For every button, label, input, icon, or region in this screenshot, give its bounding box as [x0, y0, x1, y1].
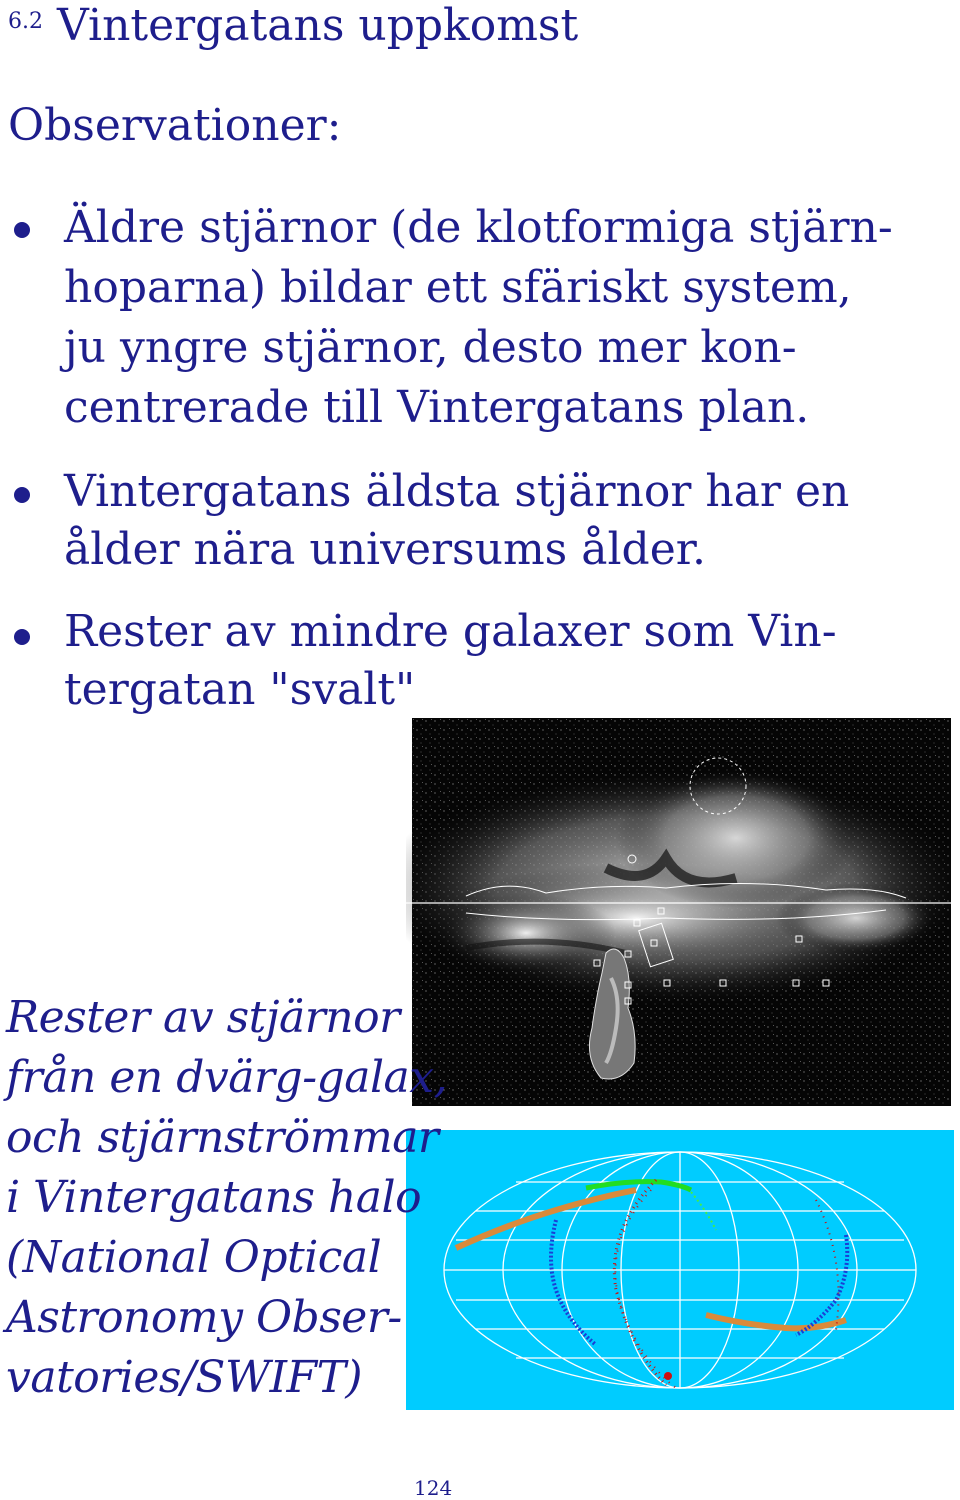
bullet-1-line-4: centrerade till Vintergatans plan. [64, 382, 810, 433]
subheading: Observationer: [8, 100, 342, 151]
bullet-3-line-2: tergatan "svalt" [64, 664, 416, 715]
bullet-icon [14, 487, 30, 503]
caption-line-6: Astronomy Obser- [6, 1292, 402, 1343]
caption-line-2: från en dvärg-galax, [6, 1052, 448, 1103]
bullet-2-line-2: ålder nära universums ålder. [64, 524, 706, 575]
bullet-3-line-1: Rester av mindre galaxer som Vin- [64, 606, 837, 657]
bullet-1-line-1: Äldre stjärnor (de klotformiga stjärn- [64, 202, 893, 253]
caption-line-7: vatories/SWIFT) [6, 1352, 363, 1403]
bullet-1-line-2: hoparna) bildar ett sfäriskt system, [64, 262, 852, 313]
bullet-1-line-3: ju yngre stjärnor, desto mer kon- [64, 322, 797, 373]
caption-line-5: (National Optical [6, 1232, 382, 1283]
section-heading [8, 0, 578, 51]
caption-line-1: Rester av stjärnor [6, 992, 400, 1043]
bullet-2-line-1: Vintergatans äldsta stjärnor har en [64, 466, 850, 517]
caption-line-4: i Vintergatans halo [6, 1172, 422, 1223]
sky-map-image [406, 1130, 954, 1410]
section-title: Vintergatans uppkomst [57, 0, 579, 51]
caption-line-3: och stjärnströmmar [6, 1112, 439, 1163]
bullet-icon [14, 222, 30, 238]
bullet-icon [14, 629, 30, 645]
page-number: 124 [414, 1476, 453, 1500]
milky-way-photo [406, 718, 951, 1106]
section-number: 6.2 [8, 8, 43, 34]
